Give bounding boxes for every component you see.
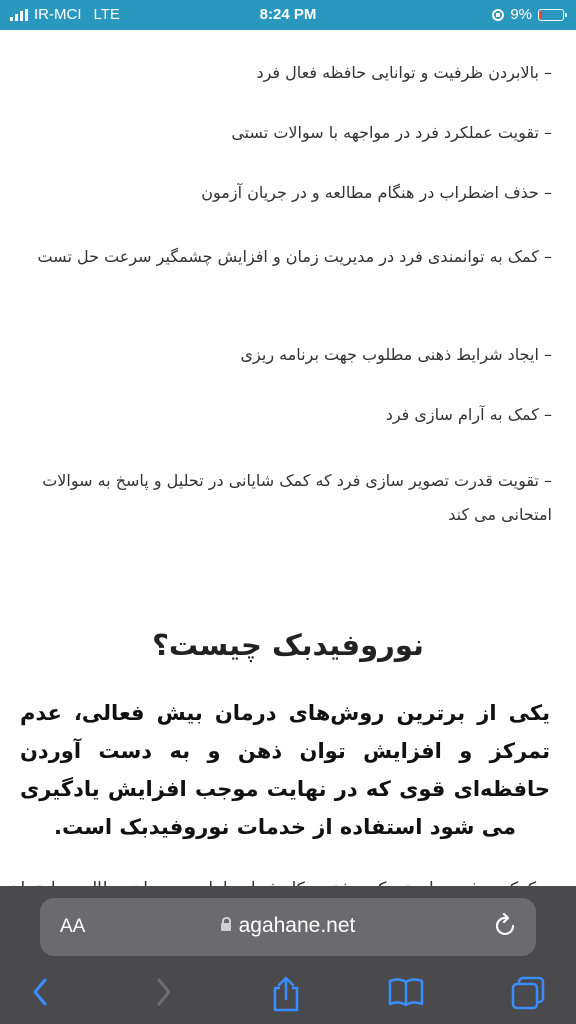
text-size-button[interactable]: AA bbox=[60, 916, 86, 937]
url-text: agahane.net bbox=[238, 914, 356, 937]
lock-icon bbox=[221, 923, 231, 931]
carrier-label: IR-MCI bbox=[34, 6, 82, 23]
back-icon[interactable] bbox=[30, 976, 50, 1008]
forward-icon[interactable] bbox=[154, 976, 174, 1008]
intro-paragraph: یکی از برترین روش‌های درمان بیش فعالی، عدم تمرکز و افزایش توان ذهن و به دست آوردن حافظه‌ای قوی که در نهایت موجب افزایش یادگیری می شود استفاده از خدمات نوروفیدبک است. bbox=[20, 701, 550, 839]
status-bar bbox=[0, 0, 576, 30]
reload-icon[interactable] bbox=[494, 913, 518, 939]
clock: 8:24 PM bbox=[259, 6, 317, 23]
status-right bbox=[492, 6, 564, 23]
list-item: – کمک به توانمندی فرد در مدیریت زمان و افزایش چشمگیر سرعت حل تست bbox=[37, 247, 552, 266]
list-item: – کمک به آرام سازی فرد bbox=[385, 405, 552, 424]
article-content bbox=[0, 30, 576, 886]
list-item: – حذف اضطراب در هنگام مطالعه و در جریان آزمون bbox=[201, 183, 552, 202]
list-item: – ایجاد شرایط ذهنی مطلوب جهت برنامه ریزی bbox=[240, 345, 552, 364]
browser-chrome bbox=[0, 886, 576, 1024]
list-item: – تقویت عملکرد فرد در مواجهه با سوالات تستی bbox=[231, 123, 552, 142]
list-item: – تقویت قدرت تصویر سازی فرد که کمک شایانی در تحلیل و پاسخ به سوالات امتحانی می کند bbox=[42, 471, 552, 524]
address-bar[interactable] bbox=[40, 898, 536, 956]
browser-toolbar bbox=[0, 972, 576, 1012]
share-icon[interactable] bbox=[270, 976, 302, 1012]
bookmarks-icon[interactable] bbox=[388, 976, 424, 1008]
section-heading: نوروفیدبک چیست؟ bbox=[152, 628, 424, 662]
battery-percent: 9% bbox=[510, 6, 532, 23]
battery-icon bbox=[538, 9, 564, 21]
list-item: – بالابردن ظرفیت و توانایی حافظه فعال فرد bbox=[256, 63, 552, 82]
tabs-icon[interactable] bbox=[510, 976, 546, 1010]
network-label: LTE bbox=[93, 6, 120, 23]
url-display[interactable] bbox=[40, 914, 536, 938]
orientation-lock-icon bbox=[492, 9, 504, 21]
